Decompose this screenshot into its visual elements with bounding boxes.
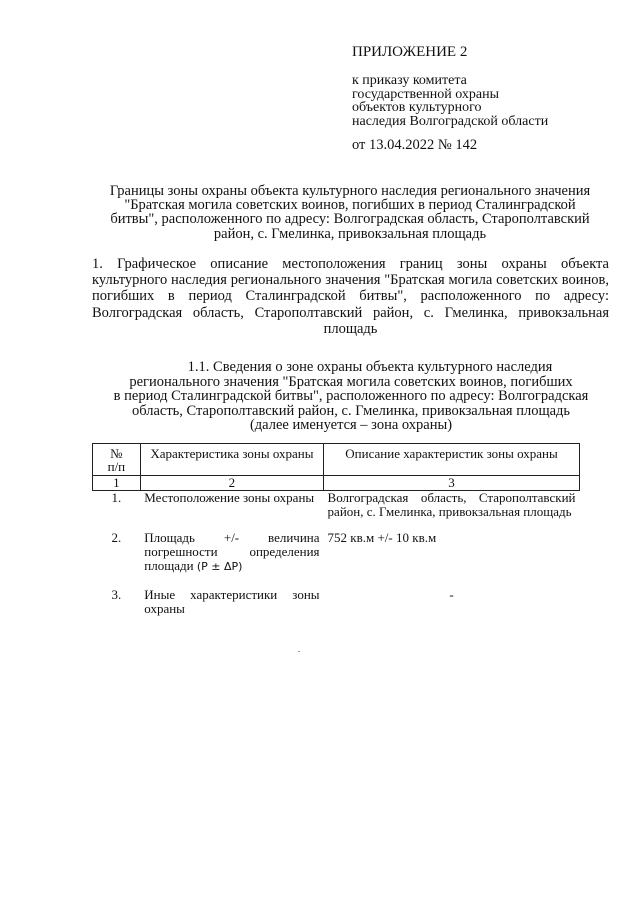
- header-characteristic: Характеристика зоны охраны: [140, 444, 323, 476]
- row-description: -: [449, 587, 454, 602]
- row-number: 1.: [111, 490, 122, 505]
- subsection-line: область, Старополтавский район, с. Гмелинка, привокзальная площадь: [131, 402, 571, 419]
- title-line: Границы зоны охраны объекта культурного наследия регионального значения: [109, 183, 591, 199]
- row-description: 752 кв.м +/- 10 кв.м: [327, 530, 437, 545]
- area-formula: (P ± ΔP): [196, 560, 243, 573]
- subsection-title: [96, 360, 606, 433]
- column-number: 2: [140, 476, 323, 491]
- order-reference: [352, 74, 592, 128]
- table-header-row: [93, 444, 580, 476]
- header-num-line1: №: [110, 446, 123, 461]
- row-characteristic: Местоположение зоны охраны: [144, 490, 315, 505]
- title-line: "Братская могила советских воинов, погибших в период Сталинградской: [124, 197, 576, 214]
- table-row: [93, 491, 580, 532]
- row-number: 3.: [111, 587, 122, 602]
- subsection-line: регионального значения "Братская могила советских воинов, погибших: [129, 373, 573, 390]
- table-row: [93, 588, 580, 616]
- scan-speck: [298, 651, 300, 652]
- header-description: Описание характеристик зоны охраны: [324, 444, 580, 476]
- order-line: объектов культурного: [352, 100, 482, 115]
- column-number: 3: [324, 476, 580, 491]
- table-row: [93, 531, 580, 588]
- order-line: к приказу комитета: [352, 73, 467, 88]
- column-number: 1: [93, 476, 141, 491]
- row-description: Волгоградская область, Старополтавский район, с. Гмелинка, привокзальная площадь: [327, 490, 576, 519]
- order-date: от 13.04.2022 № 142: [352, 137, 478, 153]
- title-line: битвы", расположенного по адресу: Волгоградская область, Старополтавский: [110, 211, 590, 228]
- column-number-row: [93, 476, 580, 491]
- order-line: государственной охраны: [352, 86, 500, 102]
- zone-table: [92, 443, 580, 616]
- document-title: [90, 184, 610, 241]
- header-num: [93, 444, 141, 476]
- appendix-title: ПРИЛОЖЕНИЕ 2: [352, 44, 468, 60]
- section-1-paragraph: 1. Графическое описание местоположения границ зоны охраны объекта культурного наследия регионального значения "Братская могила советских воинов, погибших в период Сталинградской битвы", расположенного по адресу: Волгоградская область, Старополтавский район, с. Гмелинка, привокзальная площадь: [92, 256, 609, 337]
- subsection-line: в период Сталинградской битвы", расположенного по адресу: Волгоградская: [113, 388, 589, 405]
- header-num-line2: п/п: [107, 459, 126, 474]
- row-characteristic: [140, 531, 323, 588]
- order-line: наследия Волгоградской области: [352, 113, 549, 129]
- subsection-line: (далее именуется – зона охраны): [249, 417, 453, 434]
- subsection-line: 1.1. Сведения о зоне охраны объекта культурного наследия: [187, 359, 553, 375]
- row-characteristic: Иные характеристики зоны охраны: [144, 587, 320, 616]
- row-characteristic-text: Площадь +/- величина погрешности определения площади: [144, 530, 320, 573]
- row-number: 2.: [111, 530, 122, 545]
- title-line: район, с. Гмелинка, привокзальная площадь: [213, 225, 487, 242]
